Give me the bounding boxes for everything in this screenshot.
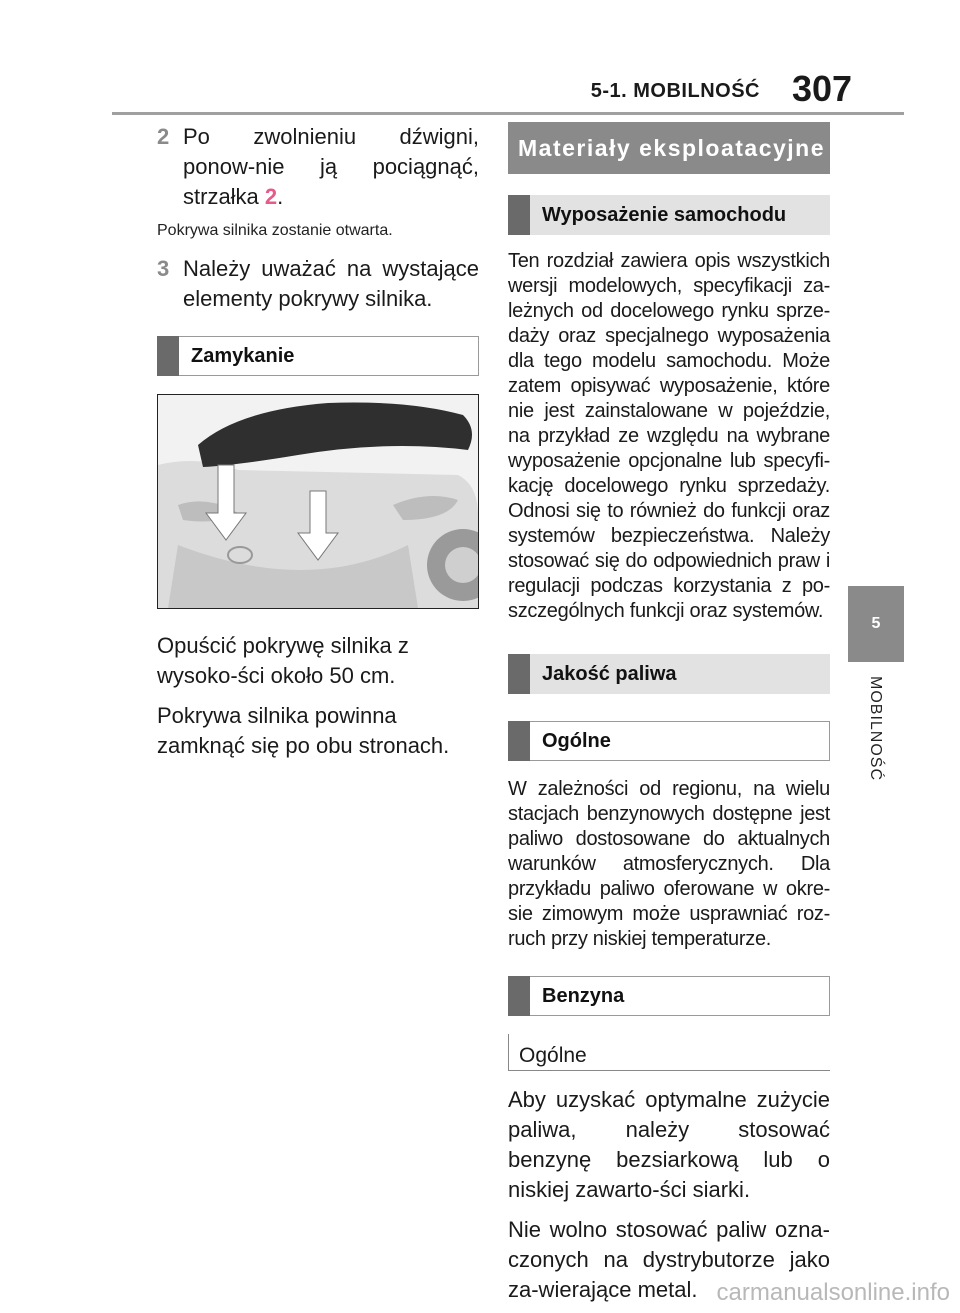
chapter-label: MOBILNOŚĆ: [867, 676, 884, 782]
hood-illustration-svg: [158, 395, 478, 608]
subheading-label: Wyposażenie samochodu: [542, 203, 787, 226]
chapter-tab: 5: [848, 586, 904, 662]
heading-bar: [508, 654, 530, 694]
right-column: [508, 122, 830, 1305]
watermark: carmanualsonline.info: [716, 1279, 950, 1306]
step-2: [157, 122, 479, 212]
left-column: [157, 122, 479, 761]
step-text: Należy uważać na wystające elementy pokrywy silnika.: [183, 256, 479, 311]
step-number: 3: [157, 256, 170, 281]
subheading-general: [508, 721, 830, 761]
subheading-label: Benzyna: [542, 984, 625, 1007]
car-hood-closing-illustration: [157, 394, 479, 609]
section-heading: Materiały eksploatacyjne: [508, 122, 830, 174]
step-suffix: .: [277, 184, 284, 209]
step-number: 2: [157, 124, 170, 149]
heading-bar: [508, 976, 530, 1016]
petrol-paragraph-2: Nie wolno stosować paliw ozna-czonych na dystrybutorze jako za-wierające metal.: [508, 1217, 830, 1302]
subheading-label: Jakość paliwa: [542, 662, 677, 685]
petrol-general-heading: Ogólne: [508, 1034, 830, 1071]
subheading-fuel-quality: [508, 654, 830, 694]
equipment-paragraph: Ten rozdział zawiera opis wszystkich wersji modelowych, specyfikacji za-leżnych od docelowego rynku sprze-daży oraz specjalnego wyposażenia dla tego modelu samochodu. Może zatem opisywać wyposażenie, które nie jest zainstalowane w pojeździe, na przykład ze względu na wybrane wyposażenie opcjonalne lub specyfi-kację docelowego rynku sprzedaży. Odnosi się to również do funkcji oraz systemów bezpieczeństwa. Należy stosować się do odpowiednich praw i regulacji podczas korzystania z po-szczególnych funkcji oraz systemów.: [508, 250, 830, 622]
heading-bar: [508, 721, 530, 761]
section-title: 5-1. MOBILNOŚĆ: [590, 80, 760, 102]
closing-instruction: Opuścić pokrywę silnika z wysoko-ści około 50 cm.: [157, 633, 409, 688]
subheading-label: Ogólne: [542, 729, 611, 752]
arrow-reference: 2: [264, 184, 278, 209]
note-text: Pokrywa silnika zostanie otwarta.: [157, 222, 393, 239]
subheading-petrol: [508, 976, 830, 1016]
general-paragraph: W zależności od regionu, na wielu stacjach benzynowych dostępne jest paliwo dostosowane do aktualnych warunków atmosferycznych. Dla przykładu paliwo oferowane w okre-sie zimowym może usprawniać roz-ruch przy niskiej temperaturze.: [508, 778, 830, 950]
subheading-equipment: [508, 195, 830, 235]
petrol-paragraph-1: Aby uzyskać optymalne zużycie paliwa, należy stosować benzynę bezsiarkową lub o niskiej zawarto-ści siarki.: [508, 1087, 830, 1202]
step-3: [157, 254, 479, 314]
subheading-closing: [157, 336, 479, 376]
subheading-label: Zamykanie: [191, 344, 295, 367]
page-number: 307: [792, 68, 853, 109]
heading-bar: [157, 336, 179, 376]
step-text: Po zwolnieniu dźwigni, ponow-nie ją pociągnąć, strzałka: [183, 124, 479, 209]
closing-note: Pokrywa silnika powinna zamknąć się po obu stronach.: [157, 703, 450, 758]
heading-bar: [508, 195, 530, 235]
header-divider: [112, 112, 904, 115]
